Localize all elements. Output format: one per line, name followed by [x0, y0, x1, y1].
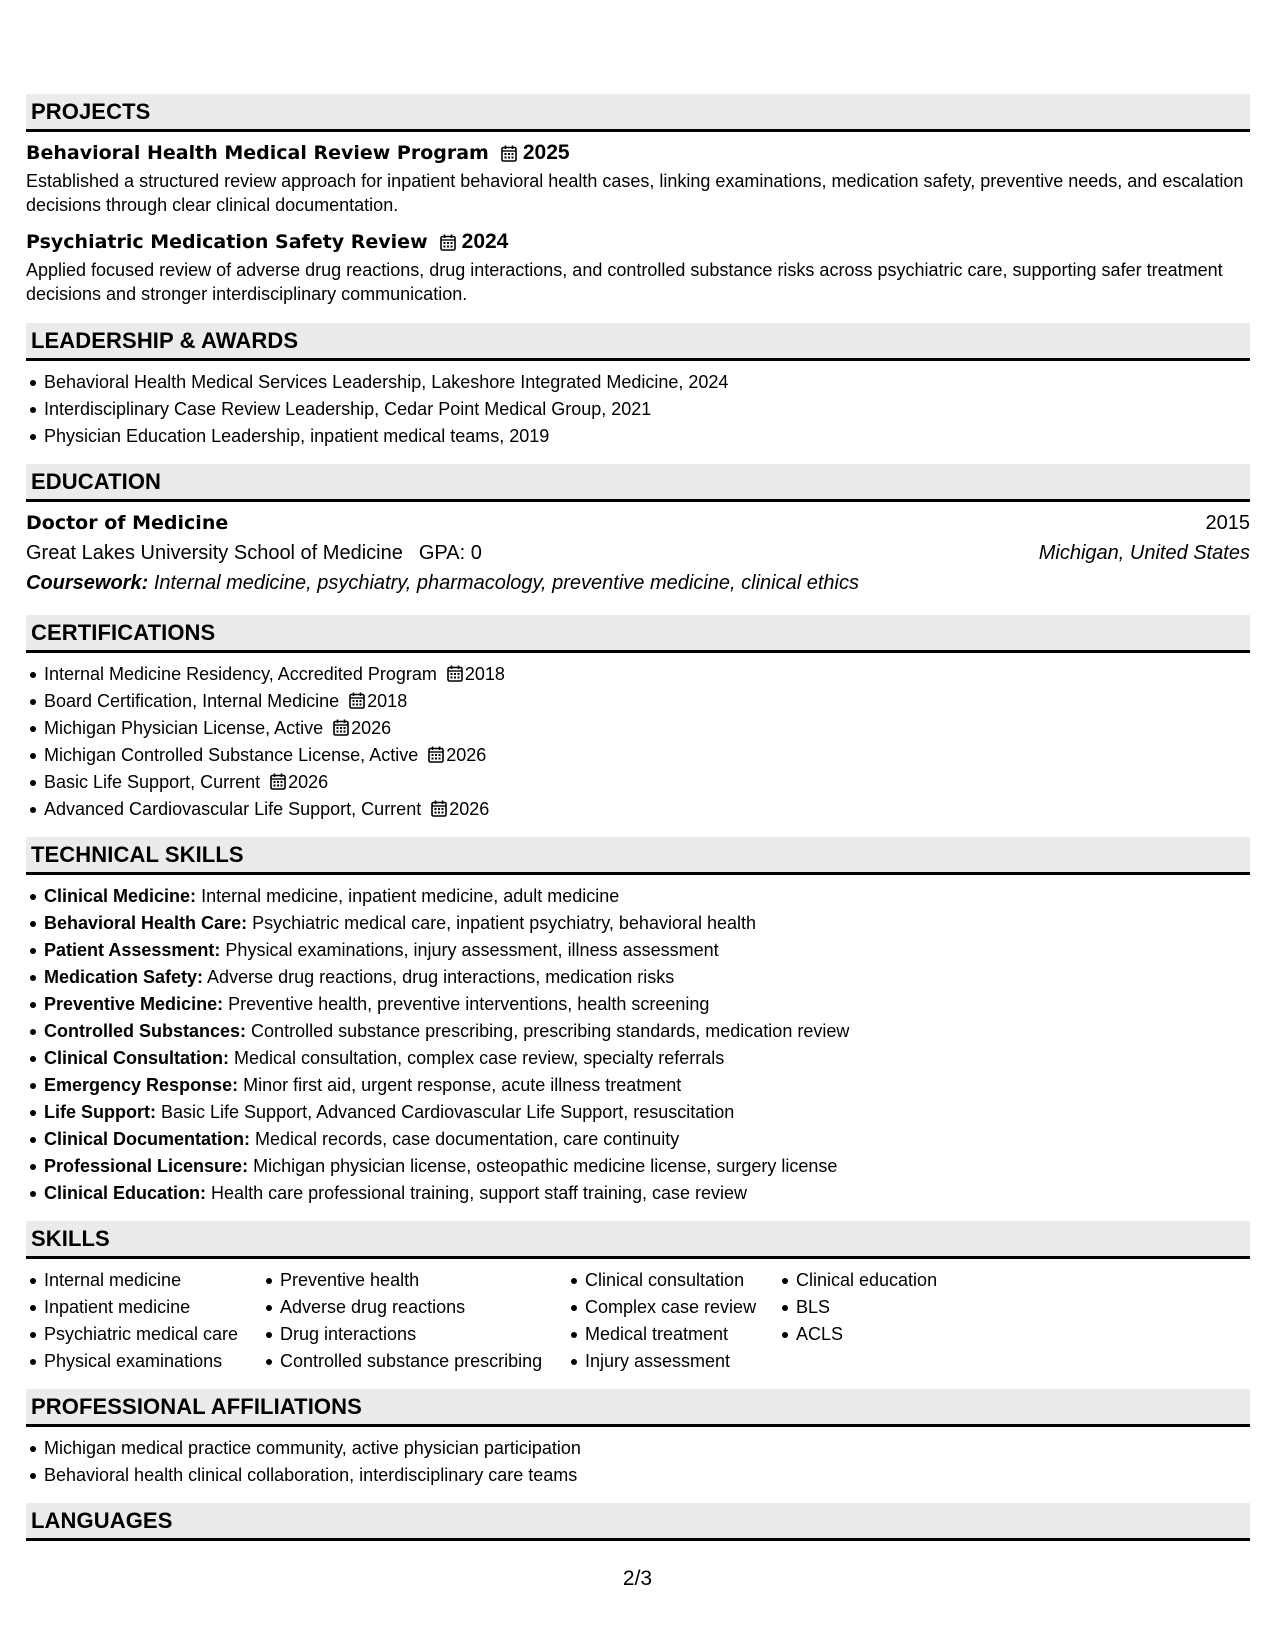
skill-item: Physical examinations [26, 1348, 262, 1375]
technical-skill-text: Health care professional training, support staff training, case review [211, 1183, 747, 1203]
technical-skill-text: Adverse drug reactions, drug interactions, medication risks [207, 967, 675, 987]
project-year: 2024 [461, 230, 509, 253]
technical-skill-item [26, 1153, 1250, 1180]
skills-column [567, 1267, 778, 1375]
certification-name: Michigan Physician License, Active [44, 718, 324, 738]
skill-item: Clinical consultation [567, 1267, 778, 1294]
technical-skill-label: Emergency Response: [44, 1075, 239, 1095]
section-heading-skills: SKILLS [26, 1221, 1250, 1259]
education-entry [26, 508, 1250, 598]
technical-skill-item [26, 1072, 1250, 1099]
skill-item: Preventive health [262, 1267, 567, 1294]
list-item: Behavioral health clinical collaboration, interdisciplinary care teams [26, 1462, 1250, 1489]
technical-skill-text: Physical examinations, injury assessment, illness assessment [225, 940, 719, 960]
certification-year: 2018 [367, 691, 408, 711]
project-description: Established a structured review approach for inpatient behavioral health cases, linking examinations, medication safety, preventive needs, and escalation decisions through clear clinical documentation. [26, 171, 1244, 215]
education-degree: Doctor of Medicine [26, 512, 229, 534]
skill-item: ACLS [778, 1321, 978, 1348]
skill-item: Internal medicine [26, 1267, 262, 1294]
calendar-icon [349, 690, 365, 707]
technical-skill-text: Medical consultation, complex case review, specialty referrals [234, 1048, 725, 1068]
calendar-icon [447, 663, 463, 680]
section-heading-technical-skills: TECHNICAL SKILLS [26, 837, 1250, 875]
technical-skill-label: Behavioral Health Care: [44, 913, 248, 933]
skill-item: BLS [778, 1294, 978, 1321]
certification-item [26, 661, 1250, 688]
skills-column [262, 1267, 567, 1375]
technical-skill-item [26, 910, 1250, 937]
calendar-icon [428, 744, 444, 761]
technical-skill-text: Controlled substance prescribing, prescribing standards, medication review [251, 1021, 850, 1041]
technical-skill-text: Psychiatric medical care, inpatient psychiatry, behavioral health [252, 913, 757, 933]
certification-year: 2018 [464, 664, 505, 684]
skill-item: Inpatient medicine [26, 1294, 262, 1321]
technical-skill-label: Controlled Substances: [44, 1021, 247, 1041]
certification-item [26, 796, 1250, 823]
technical-skill-item [26, 991, 1250, 1018]
technical-skill-label: Clinical Education: [44, 1183, 207, 1203]
list-item: Interdisciplinary Case Review Leadership, Cedar Point Medical Group, 2021 [26, 396, 1250, 423]
skill-item: Injury assessment [567, 1348, 778, 1375]
technical-skill-text: Minor first aid, urgent response, acute illness treatment [243, 1075, 682, 1095]
technical-skill-label: Clinical Documentation: [44, 1129, 251, 1149]
skills-column [778, 1267, 978, 1375]
certification-year: 2026 [446, 745, 487, 765]
coursework-label: Coursework: [26, 572, 149, 594]
certification-item [26, 715, 1250, 742]
skill-item: Drug interactions [262, 1321, 567, 1348]
leadership-list [26, 369, 1250, 450]
technical-skill-label: Preventive Medicine: [44, 994, 224, 1014]
certification-name: Internal Medicine Residency, Accredited Program [44, 664, 437, 684]
project-year: 2025 [522, 141, 570, 164]
technical-skill-item [26, 1180, 1250, 1207]
technical-skill-item [26, 1126, 1250, 1153]
technical-skill-item [26, 1018, 1250, 1045]
skill-item: Psychiatric medical care [26, 1321, 262, 1348]
technical-skill-item [26, 1045, 1250, 1072]
section-heading-education: EDUCATION [26, 464, 1250, 502]
list-item: Michigan medical practice community, active physician participation [26, 1435, 1250, 1462]
certification-year: 2026 [351, 718, 392, 738]
education-coursework [26, 568, 1250, 598]
calendar-icon [440, 234, 456, 251]
section-heading-languages: LANGUAGES [26, 1503, 1250, 1541]
skills-column [26, 1267, 262, 1375]
technical-skill-item [26, 964, 1250, 991]
list-item: Physician Education Leadership, inpatient medical teams, 2019 [26, 423, 1250, 450]
technical-skill-item [26, 937, 1250, 964]
calendar-icon [270, 771, 286, 788]
section-heading-projects: PROJECTS [26, 94, 1250, 132]
technical-skill-text: Internal medicine, inpatient medicine, adult medicine [201, 886, 620, 906]
section-heading-certifications: CERTIFICATIONS [26, 615, 1250, 653]
technical-skill-label: Professional Licensure: [44, 1156, 249, 1176]
skill-item: Medical treatment [567, 1321, 778, 1348]
technical-skill-text: Michigan physician license, osteopathic medicine license, surgery license [253, 1156, 838, 1176]
calendar-icon [431, 798, 447, 815]
certification-name: Board Certification, Internal Medicine [44, 691, 340, 711]
affiliations-list [26, 1435, 1250, 1489]
education-year: 2015 [1205, 512, 1250, 534]
section-heading-affiliations: PROFESSIONAL AFFILIATIONS [26, 1389, 1250, 1427]
project-item [26, 141, 1250, 217]
certification-item [26, 769, 1250, 796]
certification-name: Basic Life Support, Current [44, 772, 261, 792]
certification-name: Michigan Controlled Substance License, Active [44, 745, 419, 765]
section-heading-leadership: LEADERSHIP & AWARDS [26, 323, 1250, 361]
education-location: Michigan, United States [1038, 542, 1250, 564]
page-number: 2/3 [622, 1567, 653, 1590]
project-description: Applied focused review of adverse drug reactions, drug interactions, and controlled substance risks across psychiatric care, supporting safer treatment decisions and stronger interdisciplinary communication. [26, 260, 1223, 304]
certification-item [26, 742, 1250, 769]
certification-year: 2026 [449, 799, 490, 819]
resume-page [26, 94, 1250, 1541]
list-item: Behavioral Health Medical Services Leadership, Lakeshore Integrated Medicine, 2024 [26, 369, 1250, 396]
skill-item: Complex case review [567, 1294, 778, 1321]
calendar-icon [501, 145, 517, 162]
certification-item [26, 688, 1250, 715]
technical-skill-label: Clinical Consultation: [44, 1048, 230, 1068]
education-school: Great Lakes University School of Medicine [26, 542, 403, 564]
skill-item: Adverse drug reactions [262, 1294, 567, 1321]
certification-year: 2026 [288, 772, 329, 792]
technical-skill-text: Basic Life Support, Advanced Cardiovascular Life Support, resuscitation [161, 1102, 735, 1122]
project-item [26, 230, 1250, 306]
technical-skill-text: Preventive health, preventive interventions, health screening [228, 994, 710, 1014]
certifications-list [26, 661, 1250, 823]
project-title: Behavioral Health Medical Review Program [26, 142, 489, 164]
technical-skill-label: Medication Safety: [44, 967, 204, 987]
certification-name: Advanced Cardiovascular Life Support, Current [44, 799, 422, 819]
coursework-text: Internal medicine, psychiatry, pharmacology, preventive medicine, clinical ethics [153, 572, 859, 594]
technical-skill-item [26, 1099, 1250, 1126]
skill-item: Clinical education [778, 1267, 978, 1294]
technical-skill-label: Clinical Medicine: [44, 886, 197, 906]
skills-grid [26, 1267, 1250, 1375]
technical-skill-text: Medical records, case documentation, care continuity [255, 1129, 680, 1149]
technical-skills-list [26, 883, 1250, 1207]
skill-item: Controlled substance prescribing [262, 1348, 567, 1375]
education-gpa: GPA: 0 [418, 542, 482, 564]
technical-skill-label: Life Support: [44, 1102, 156, 1122]
calendar-icon [333, 717, 349, 734]
technical-skill-item [26, 883, 1250, 910]
technical-skill-label: Patient Assessment: [44, 940, 221, 960]
project-title: Psychiatric Medication Safety Review [26, 231, 428, 253]
